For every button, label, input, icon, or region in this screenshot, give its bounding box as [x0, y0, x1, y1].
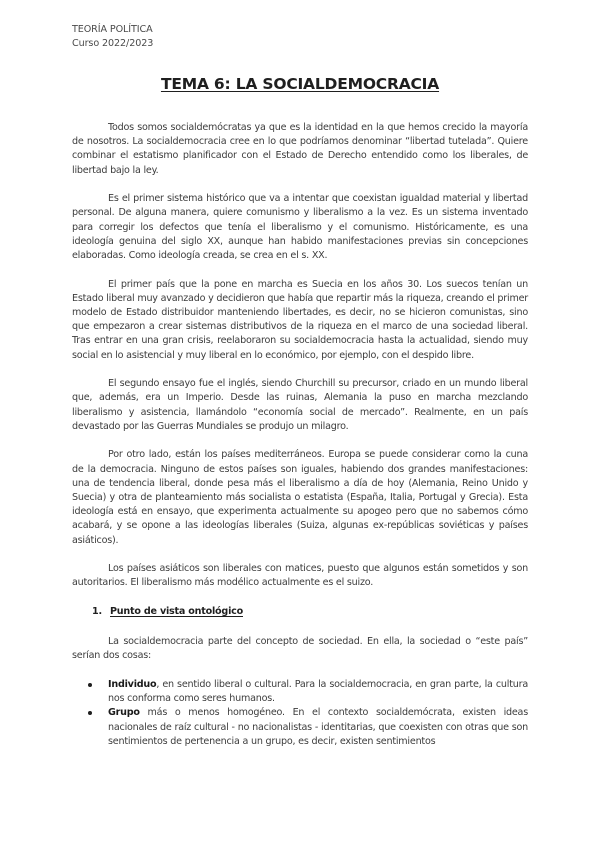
list-item: [72, 706, 528, 749]
document-header: [72, 23, 153, 51]
section-number: 1.: [92, 606, 102, 618]
bullet-text: , en sentido liberal o cultural. Para la socialdemocracia, en gran parte, la cultura nos conforma como seres humanos.: [108, 679, 528, 705]
bullet-term: Grupo: [108, 707, 140, 719]
paragraph-4: El segundo ensayo fue el inglés, siendo Churchill su precursor, criado en un mundo liberal que, además, era un Imperio. Desde las ruinas, Alemania la puso en marcha mezclando liberalismo y asistencia, llamándolo “economía social de mercado”. Realmente, en un país devastado por las Guerras Mundiales se produjo un milagro.: [72, 378, 528, 432]
page-title-text: TEMA 6: LA SOCIALDEMOCRACIA: [160, 75, 440, 93]
page-title: [0, 75, 600, 93]
section-title: Punto de vista ontológico: [110, 606, 243, 618]
subject-label: TEORÍA POLÍTICA: [72, 24, 153, 35]
bullet-text: más o menos homogéneo. En el contexto socialdemócrata, existen ideas nacionales de raíz cultural - no nacionalistas - identitarias, que coexisten con otras que son sentimientos de pertenencia a un grupo, es decir, existen sentimientos: [108, 707, 528, 747]
paragraph-2: Es el primer sistema histórico que va a intentar que coexistan igualdad material y libertad personal. De alguna manera, quiere comunismo y liberalismo a la vez. Es un sistema inventado para corregir los defectos que tenía el liberalismo y el comunismo. Históricamente, es una ideología genuina del siglo XX, aunque han habido manifestaciones previas sin concepciones elaboradas. Como ideología creada, se crea en el s. XX.: [72, 193, 528, 262]
paragraph-6: Los países asiáticos son liberales con matices, puesto que algunos están sometidos y son autoritarios. El liberalismo más modélico actualmente es el suizo.: [72, 563, 528, 589]
section-heading: [72, 605, 528, 619]
bullet-icon: [88, 683, 92, 687]
paragraph-3: El primer país que la pone en marcha es Suecia en los años 30. Los suecos tenían un Estado liberal muy avanzado y decidieron que había que repartir más la riqueza, creando el primer modelo de Estado distribuidor manteniendo libertades, es decir, no se hicieron comunistas, sino que empezaron a crear sistemas distributivos de la riqueza en el marco de una sociedad liberal. Tras entrar en una gran crisis, reelaboraron su socialdemocracia hasta la actualidad, siendo muy social en lo asistencial y muy liberal en lo económico, por ejemplo, con el despido libre.: [72, 278, 528, 361]
course-label: Curso 2022/2023: [72, 38, 154, 49]
list-item: [72, 678, 528, 706]
bullet-list: [72, 678, 528, 749]
bullet-term: Individuo: [108, 679, 157, 691]
paragraph-5: Por otro lado, están los países mediterráneos. Europa se puede considerar como la cuna de la democracia. Ninguno de estos países son iguales, habiendo dos grandes manifestaciones: una de tendencia liberal, donde pesa más el liberalismo a día de hoy (Alemania, Reino Unido y Suecia) y otra de planteamiento más socialista o estatista (España, Italia, Portugal y Grecia). Esta ideología está en ensayo, que experimenta actualmente su apogeo pero que no sabemos cómo acabará, y se opone a las ideologías liberales (Suiza, algunas ex-repúblicas soviéticas y países asiáticos).: [72, 449, 528, 546]
section-intro: La socialdemocracia parte del concepto de sociedad. En ella, la sociedad o “este país” serían dos cosas:: [72, 636, 528, 662]
paragraph-1: Todos somos socialdemócratas ya que es la identidad en la que hemos crecido la mayoría de nosotros. La socialdemocracia cree en lo que podríamos denominar “libertad tutelada”. Quiere combinar el estatismo planificador con el Estado de Derecho entendido como los liberales, de libertad bajo la ley.: [72, 122, 528, 176]
document-body: [72, 121, 528, 749]
bullet-icon: [88, 711, 92, 715]
